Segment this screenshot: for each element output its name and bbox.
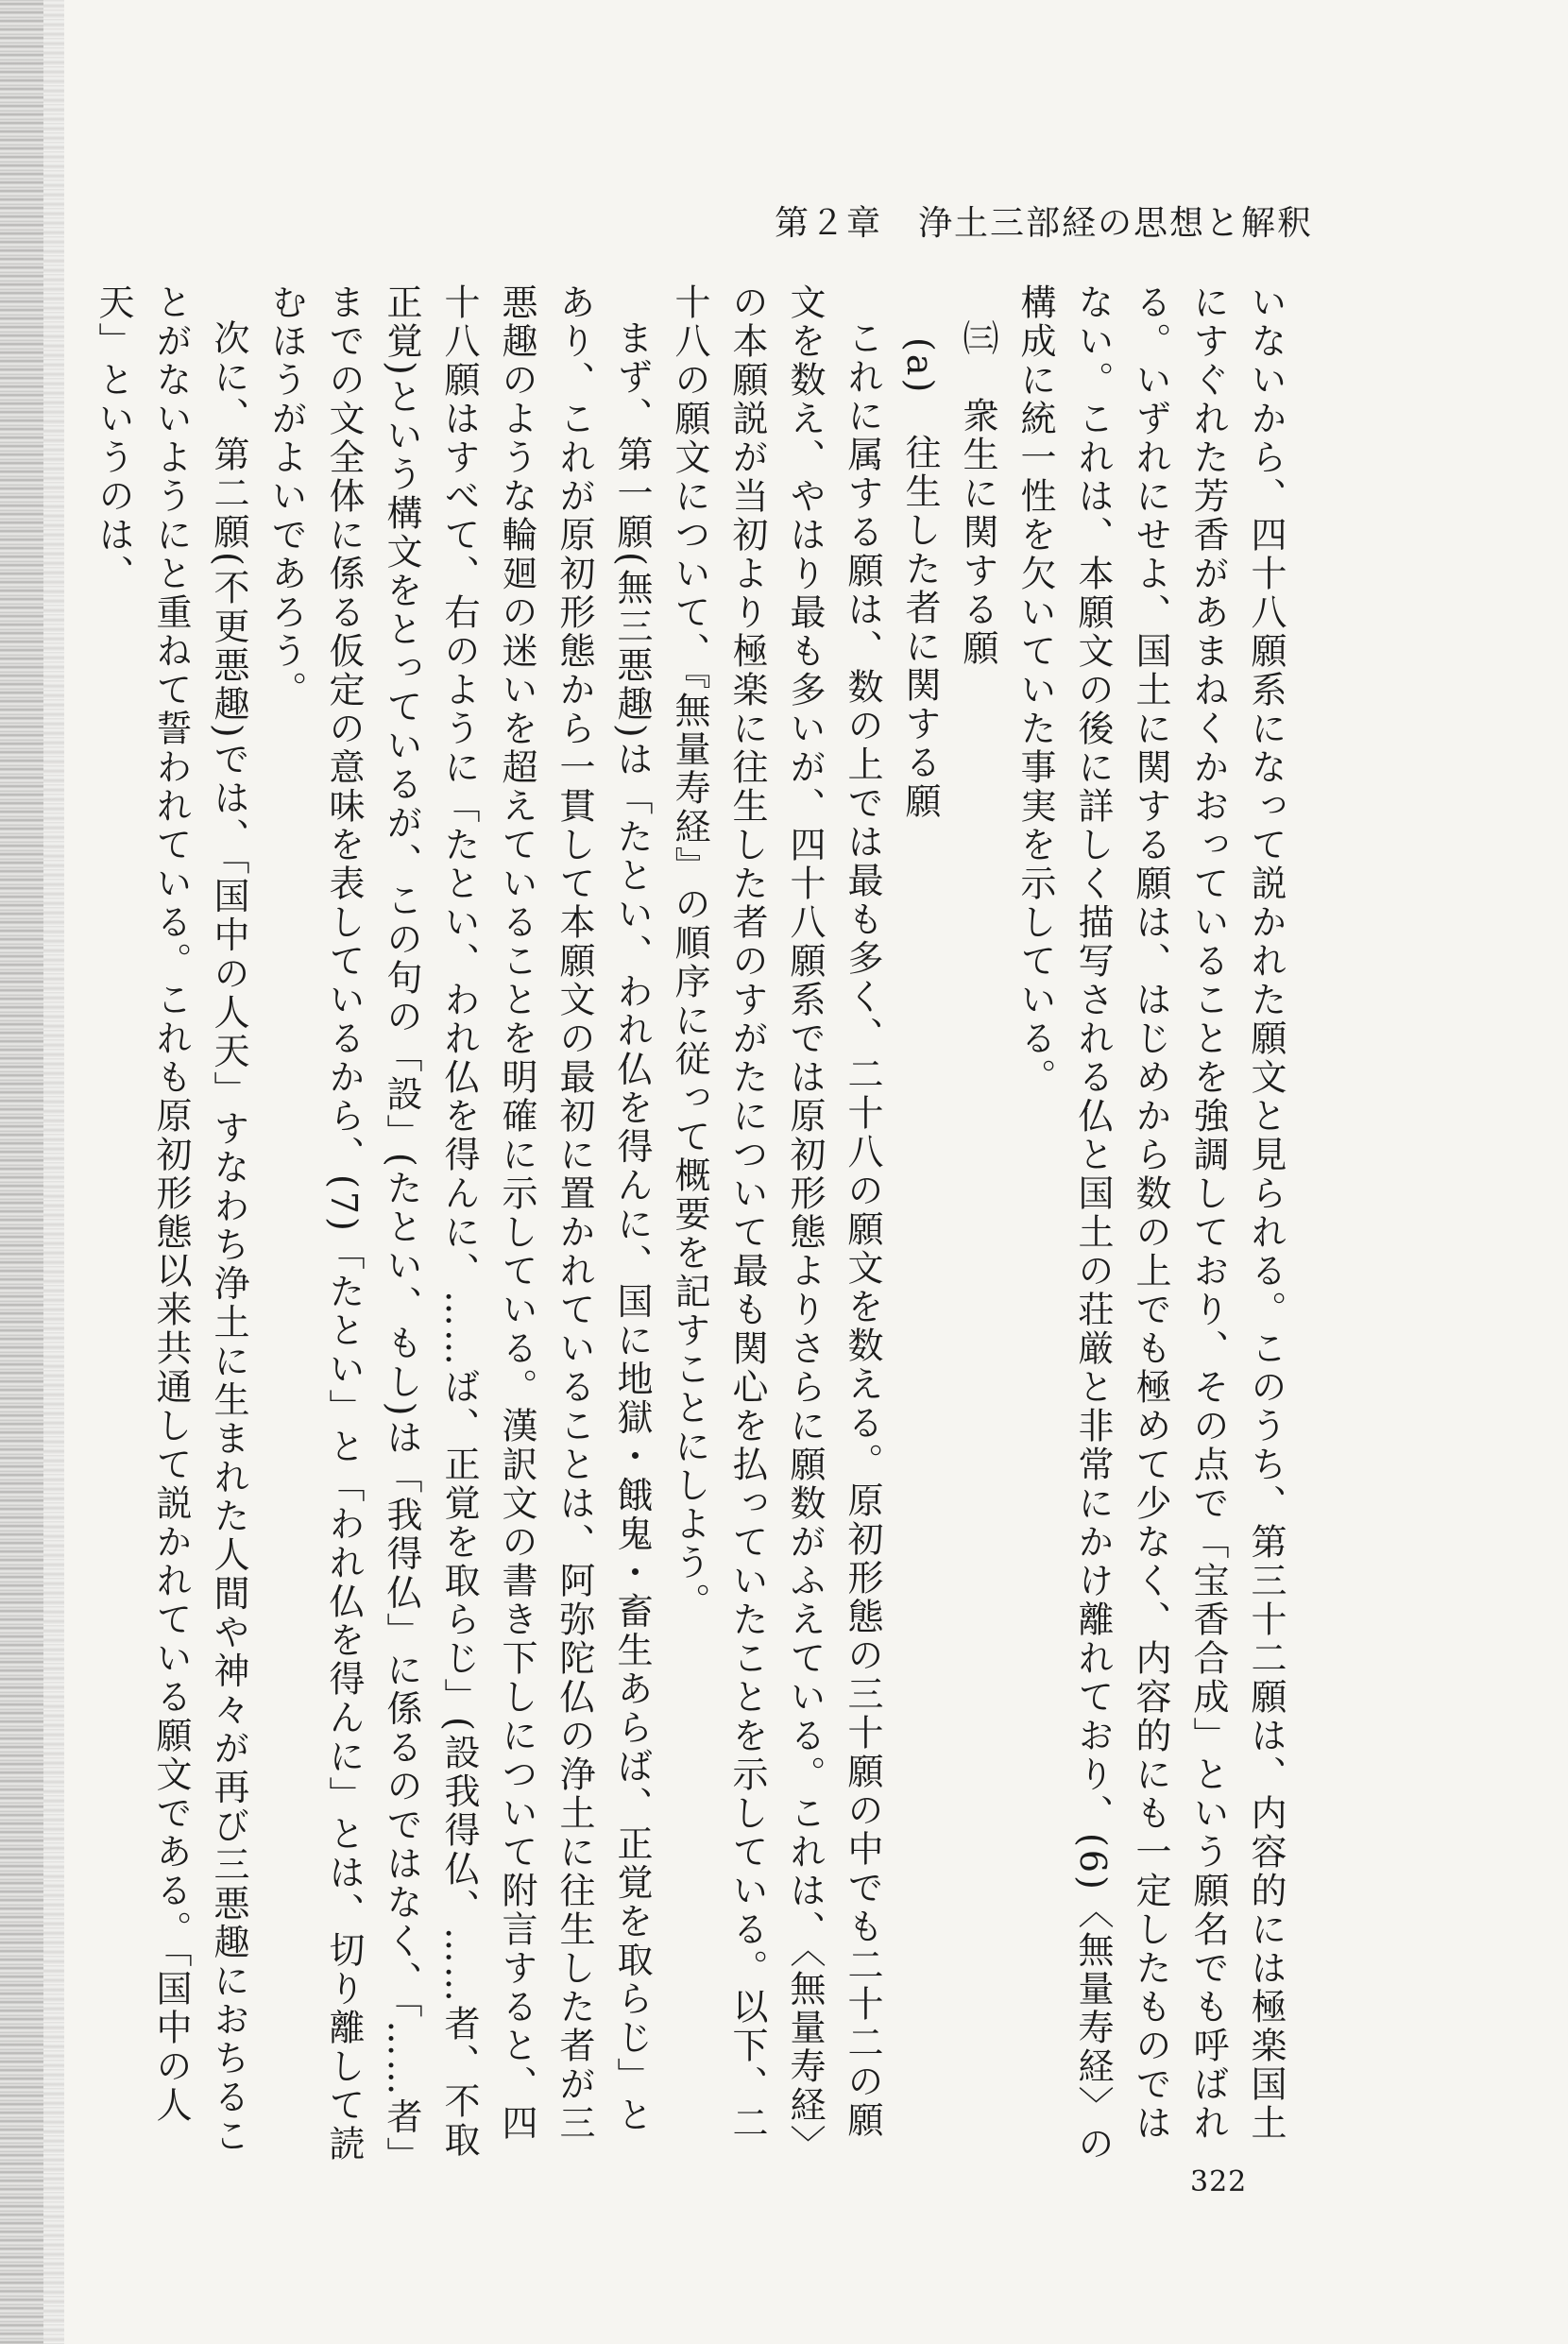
paragraph-2: これに属する願は、数の上では最も多く、二十八の願文を数える。原初形態の三十願の中でも二十二の願文を数え、やはり最も多いが、四十八願系では原初形態よりさらに願数がふえている。これは、〈無量寿経〉の本願説が当初より極楽に往生した者のすがたについて最も関心を払っていたことを示している。以下、二十八の願文について、『無量寿経』の順序に従って概要を記すことにしよう。 <box>669 283 883 2164</box>
page-number: 322 <box>1190 2165 1248 2199</box>
scan-shadow-inner <box>43 0 64 2344</box>
running-head: 第２章 浄土三部経の思想と解釈 <box>775 204 1314 243</box>
subsection-heading-a: (a) 往生した者に関する願 <box>899 337 941 822</box>
paragraph-1: いないから、四十八願系になって説かれた願文と見られる。このうち、第三十二願は、内容的には極楽国土にすぐれた芳香があまねくかおっていることを強調しており、その点で「宝香合成」という願名でも呼ばれる。いずれにせよ、国土に関する願は、はじめから数の上でも極めて少なく、内容的にも一定したものではない。これは、本願文の後に詳しく描写される仏と国土の荘厳と非常にかけ離れており、(6)〈無量寿経〉の構成に統一性を欠いていた事実を示している。 <box>1014 283 1287 2164</box>
scan-shadow <box>0 0 43 2344</box>
section-heading-3: ㈢ 衆生に関する願 <box>957 319 998 668</box>
paragraph-3: まず、第一願(無三悪趣)は「たとい、われ仏を得んに、国に地獄・餓鬼・畜生あらば、正覚を取らじ」とあり、これが原初形態から一貫して本願文の最初に置かれていることは、阿弥陀仏の浄土に往生した者が三悪趣のような輪廻の迷いを超えていることを明確に示している。漢訳文の書き下しについて附言すると、四十八願はすべて、右のように「たとい、われ仏を得んに、……ば、正覚を取らじ」(設我得仏、……者、不取正覚)という構文をとっているが、この句の「設」(たとい、もし)は「我得仏」に係るのではなく、「……者」までの文全体に係る仮定の意味を表しているから、(7)「たとい」と「われ仏を得んに」とは、切り離して読むほうがよいであろう。 <box>265 283 653 2164</box>
paragraph-4: 次に、第二願(不更悪趣)では、「国中の人天」すなわち浄土に生まれた人間や神々が再び三悪趣におちることがないようにと重ねて誓われている。これも原初形態以来共通して説かれている願文である。「国中の人天」というのは、 <box>93 283 249 2156</box>
body-text <box>66 283 1294 2164</box>
